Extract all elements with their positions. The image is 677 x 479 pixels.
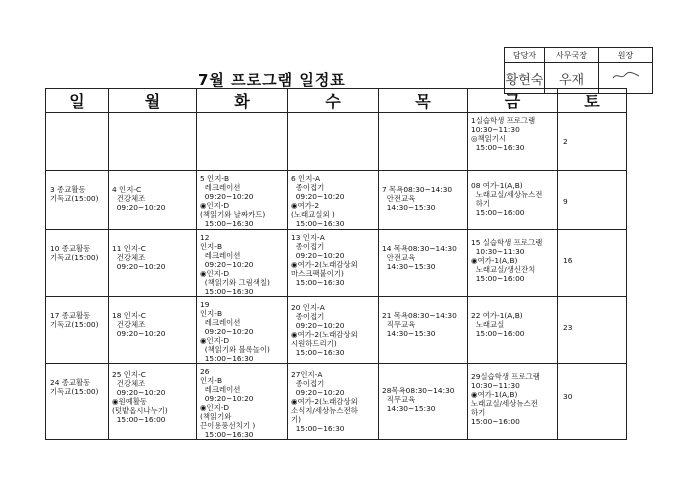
- day-content: 13 인지-A 종이접기 09:20~10:20 ◉여가-2(노래감상외 마스크팩붙이기) 15:00~16:30: [291, 233, 358, 287]
- day-cell: [197, 297, 288, 364]
- day-cell: [468, 364, 558, 440]
- handwritten-signature: [611, 70, 641, 82]
- day-content: 11 인지-C 건강체조 09:20~10:20: [112, 244, 166, 271]
- day-content: 18 인지-C 건강체조 09:20~10:20: [112, 311, 166, 338]
- day-content: [379, 113, 467, 116]
- weekday-header: 일: [46, 89, 109, 113]
- day-content: 23: [563, 323, 573, 332]
- weekday-header: 수: [288, 89, 379, 113]
- day-content: 08 여가-1(A,B) 노래교실/세상뉴스전 하기 15:00~16:00: [471, 181, 543, 217]
- day-cell: [468, 297, 558, 364]
- day-cell: [288, 113, 379, 171]
- approval-header-secretary: 사무국장: [545, 48, 599, 63]
- day-cell: [109, 230, 197, 297]
- day-cell: [197, 230, 288, 297]
- day-content: 16: [563, 256, 573, 265]
- week-row: [46, 364, 627, 440]
- day-content: [197, 113, 287, 116]
- day-cell: [468, 230, 558, 297]
- signature-manager: 황현숙: [505, 63, 545, 94]
- day-content: 17 종교활동 기독교(15:00): [50, 311, 99, 329]
- day-content: 27인지-A 종이접기 09:20~10:20 ◉여가-2(노래감상외 소식지/세상뉴스전하 기) 15:00~16:30: [291, 370, 358, 433]
- day-cell: [379, 297, 468, 364]
- day-content: 3 종교활동 기독교(15:00): [50, 185, 99, 203]
- day-cell: [109, 171, 197, 230]
- day-content: 12 인지-B 레크레이션 09:20~10:20 ◉인지-D (책읽기와 그림색칠) 15:00~16:30: [200, 233, 270, 296]
- day-cell: [288, 171, 379, 230]
- day-cell: [46, 113, 109, 171]
- day-cell: [197, 364, 288, 440]
- week-row: [46, 171, 627, 230]
- day-content: 21 목욕08:30~14:30 직무교육 14:30~15:30: [382, 311, 457, 338]
- day-cell: [558, 297, 627, 364]
- day-cell: [468, 171, 558, 230]
- day-content: 29실습학생 프로그램 10:30~11:30 ◉여가-1(A,B) 노래교실/세상뉴스전 하기 15:00~16:00: [471, 372, 540, 426]
- weekday-header: 금: [468, 89, 558, 113]
- day-content: [109, 113, 196, 116]
- day-cell: [558, 364, 627, 440]
- signature-secretary: 우재: [545, 63, 599, 94]
- day-content: 15 실습학생 프로그램 10:30~11:30 ◉여가-1(A,B) 노래교실/생신잔치 15:00~16:00: [471, 238, 543, 283]
- day-cell: [379, 230, 468, 297]
- day-cell: [197, 113, 288, 171]
- weekday-header: 토: [558, 89, 627, 113]
- day-content: 4 인지-C 건강체조 09:20~10:20: [112, 185, 166, 212]
- day-cell: [109, 113, 197, 171]
- day-content: 26 인지-B 레크레이션 09:20~10:20 ◉인지-D (책읽기와 끈이용풍선치기 ) 15:00~16:30: [200, 367, 256, 439]
- day-content: [288, 113, 378, 116]
- day-content: 24 종교활동 기독교(15:00): [50, 378, 99, 396]
- weekday-header: 목: [379, 89, 468, 113]
- day-cell: [288, 230, 379, 297]
- day-content: 10 종교활동 기독교(15:00): [50, 244, 99, 262]
- approval-box: [504, 47, 653, 94]
- day-cell: [109, 297, 197, 364]
- day-content: [46, 113, 108, 116]
- weekday-header-row: [46, 89, 627, 113]
- day-cell: [468, 113, 558, 171]
- day-cell: [46, 364, 109, 440]
- day-content: 22 여가-1(A,B) 노래교실 15:00~16:00: [471, 311, 525, 338]
- day-cell: [197, 171, 288, 230]
- week-row: [46, 297, 627, 364]
- day-cell: [558, 230, 627, 297]
- day-cell: [379, 113, 468, 171]
- schedule-calendar: [45, 88, 627, 440]
- day-content: 30: [563, 392, 573, 401]
- day-content: 28목욕08:30~14:30 직무교육 14:30~15:30: [382, 386, 455, 413]
- day-cell: [288, 297, 379, 364]
- day-cell: [379, 364, 468, 440]
- day-content: 5 인지-B 레크레이션 09:20~10:20 ◉인지-D (책읽기와 날짜카드) 15:00~16:30: [200, 174, 266, 228]
- day-cell: [288, 364, 379, 440]
- approval-header-director: 원장: [599, 48, 653, 63]
- day-content: 6 인지-A 종이접기 09:20~10:20 ◉여가-2 (노래교실외 ) 15:00~16:30: [291, 174, 345, 228]
- weekday-header: 월: [109, 89, 197, 113]
- day-content: 2: [563, 137, 568, 146]
- day-content: 7 목욕08:30~14:30 안전교육 14:30~15:30: [382, 185, 453, 212]
- day-cell: [46, 230, 109, 297]
- day-content: 20 인지-A 종이접기 09:20~10:20 ◉여가-2(노래감상외 시원하드리기) 15:00~16:30: [291, 303, 358, 357]
- day-content: 1실습학생 프로그램 10:30~11:30 ◎책읽기시 15:00~16:30: [471, 116, 536, 152]
- approval-header-manager: 담당자: [505, 48, 545, 63]
- day-content: 25 인지-C 건강체조 09:20~10:20 ◉원예활동 (텃밭옵시나누기) 15:00~16:00: [112, 370, 168, 424]
- day-cell: [379, 171, 468, 230]
- day-content: 9: [563, 197, 568, 206]
- day-cell: [109, 364, 197, 440]
- day-cell: [558, 113, 627, 171]
- day-cell: [46, 297, 109, 364]
- day-cell: [46, 171, 109, 230]
- day-content: 14 목욕08:30~14:30 안전교육 14:30~15:30: [382, 244, 457, 271]
- day-cell: [558, 171, 627, 230]
- day-content: 19 인지-B 레크레이션 09:20~10:20 ◉인지-D (책읽기와 블록놀이) 15:00~16:30: [200, 300, 270, 363]
- week-row: [46, 113, 627, 171]
- page-title: 7월 프로그램 일정표: [198, 71, 346, 89]
- weekday-header: 화: [197, 89, 288, 113]
- week-row: [46, 230, 627, 297]
